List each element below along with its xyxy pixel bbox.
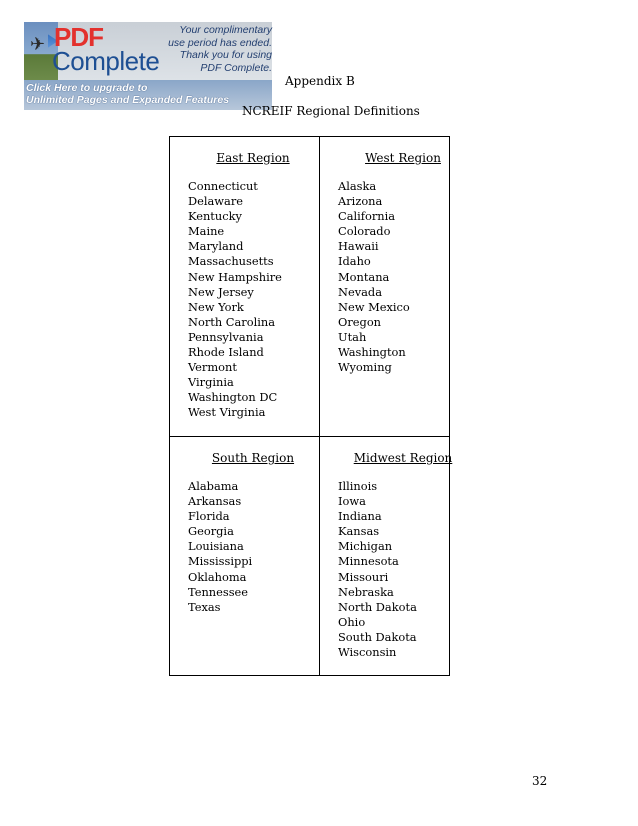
state-list-item: Nevada [338,284,383,299]
state-list-item: Idaho [338,254,371,269]
banner-message [160,24,272,74]
state-list-item: Indiana [338,509,382,524]
state-list-item: North Carolina [188,314,276,329]
midwest-region-list [338,479,468,660]
midwest-region-heading: Midwest Region [353,451,453,465]
state-list-item: Louisiana [188,539,244,554]
state-list-item: North Dakota [338,599,417,614]
state-list-item: New York [188,299,244,314]
regions-table [169,136,453,676]
upgrade-link-line[interactable]: Click Here to upgrade to [26,82,148,94]
state-list-item: Alabama [188,479,239,493]
state-list-item: Kansas [338,524,380,539]
banner-message-line: PDF Complete. [200,61,272,74]
banner-message-line: Your complimentary [179,24,272,36]
state-list-item: Arkansas [188,494,242,509]
south-region-cell [188,451,318,615]
state-list-item: California [338,209,396,224]
state-list-item: Illinois [338,479,378,493]
midwest-region-cell [338,451,468,660]
west-region-heading: West Region [365,151,441,165]
state-list-item: Alaska [338,179,377,193]
state-list-item: Ohio [338,614,366,629]
east-region-cell [188,151,318,421]
state-list-item: West Virginia [188,405,266,420]
upgrade-banner[interactable] [24,22,272,110]
state-list-item: Delaware [188,194,244,209]
state-list-item: Maine [188,224,225,239]
banner-message-line: use period has ended. [168,36,272,49]
state-list-item: Hawaii [338,239,379,254]
west-region-cell [338,151,468,375]
state-list-item: Utah [338,329,367,344]
state-list-item: Pennsylvania [188,329,264,344]
state-list-item: Wyoming [338,360,392,375]
state-list-item: Arizona [338,194,383,209]
state-list-item: Connecticut [188,179,258,193]
state-list-item: Kentucky [188,209,242,224]
document-subtitle: NCREIF Regional Definitions [242,104,420,118]
page-number: 32 [532,774,548,788]
state-list-item: Florida [188,509,230,524]
state-list-item: Wisconsin [338,645,397,660]
state-list-item: Massachusetts [188,254,274,269]
state-list-item: Vermont [188,360,237,375]
state-list-item: Iowa [338,494,366,509]
upgrade-link[interactable] [26,82,270,106]
state-list-item: Nebraska [338,584,394,599]
state-list-item: Montana [338,269,390,284]
state-list-item: South Dakota [338,629,417,644]
south-region-heading: South Region [211,451,295,465]
appendix-title: Appendix B [285,74,355,88]
brand-complete-text: Complete [52,46,160,76]
state-list-item: Virginia [188,375,234,390]
upgrade-link-line[interactable]: Unlimited Pages and Expanded Features [26,94,230,106]
state-list-item: Oregon [338,314,382,329]
state-list-item: Washington [338,345,406,360]
table-divider-horizontal [170,436,449,437]
south-region-list [188,479,318,615]
state-list-item: Mississippi [188,554,253,569]
state-list-item: New Mexico [338,299,410,314]
state-list-item: Minnesota [338,554,399,569]
state-list-item: Tennessee [188,584,249,599]
banner-message-line: Thank you for using [179,49,272,61]
west-region-list [338,179,468,375]
bird-icon: ✈ [30,34,46,55]
state-list-item: Texas [188,599,221,614]
east-region-heading: East Region [216,151,290,165]
east-region-list [188,179,318,421]
state-list-item: Rhode Island [188,345,264,360]
state-list-item: Missouri [338,569,389,584]
state-list-item: Colorado [338,224,391,239]
table-divider-vertical [319,137,320,675]
state-list-item: Maryland [188,239,244,254]
brand-pdf-text: PDF [54,22,103,52]
state-list-item: New Hampshire [188,269,282,284]
state-list-item: New Jersey [188,284,254,299]
state-list-item: Michigan [338,539,393,554]
state-list-item: Oklahoma [188,569,247,584]
state-list-item: Washington DC [188,390,278,405]
state-list-item: Georgia [188,524,234,539]
